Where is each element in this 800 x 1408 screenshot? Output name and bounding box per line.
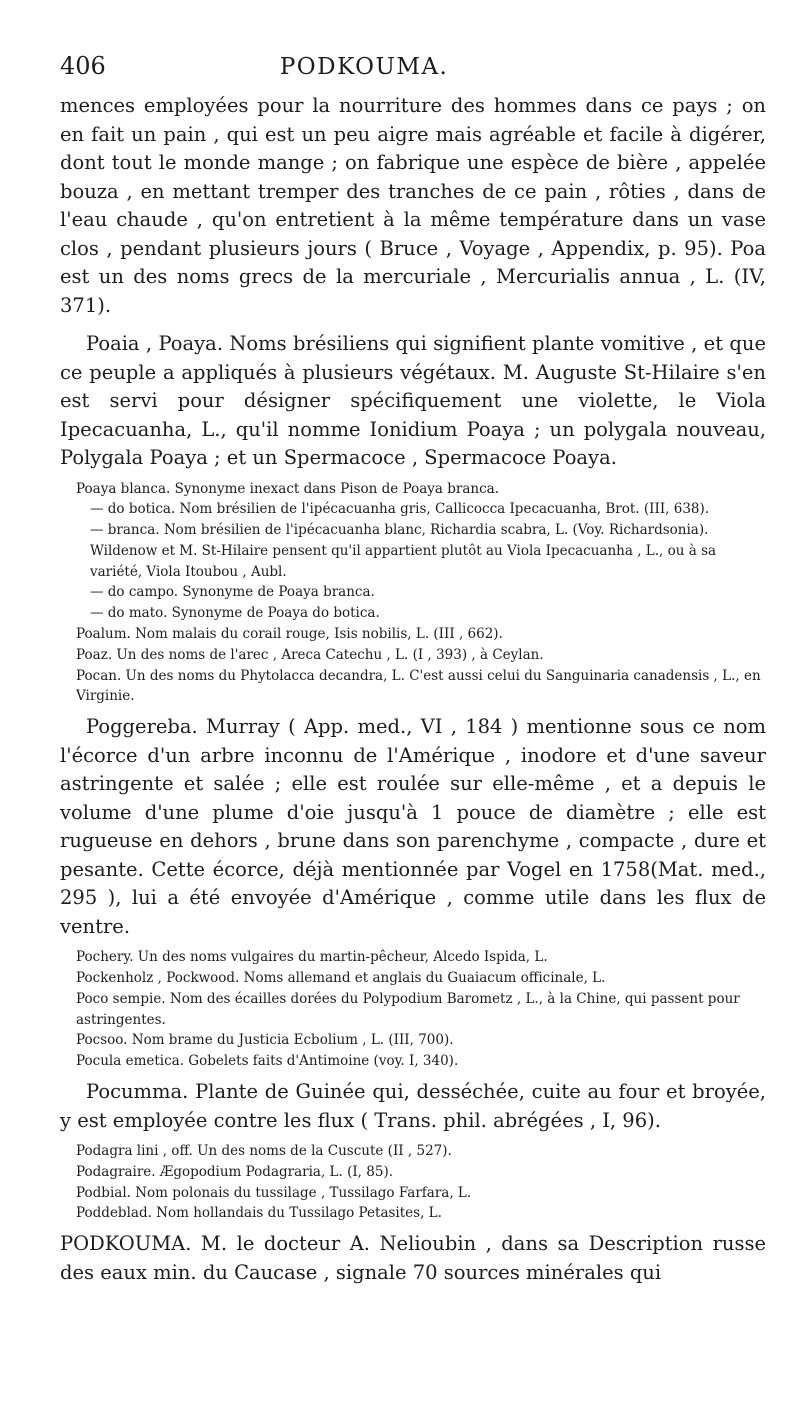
entry-poaya-do-mato: — do mato. Synonyme de Poaya do botica.	[90, 605, 380, 622]
entry-poalum: Poalum. Nom malais du corail rouge, Isis nobilis, L. (III , 662).	[76, 626, 503, 643]
entry-poaya-branca: — branca. Nom brésilien de l'ipécacuanha blanc, Richardia scabra, L. (Voy. Richardsonia). Wildenow et M. St-Hilaire pensent qu'il appartient plutôt au Viola Ipecacuanha , L., ou à sa variété, Viola Itoubou , Aubl.	[90, 522, 717, 580]
paragraph-continuation: mences employées pour la nourriture des hommes dans ce pays ; on en fait un pain , qui est un peu aigre mais agréable et facile à digérer, dont tout le monde mange ; on fabrique une espèce de bière , appelée bouza , en mettant tremper des tranches de ce pain , rôties , dans de l'eau chaude , qu'on entretient à la même température dans un vase clos , pendant plusieurs jours ( Bruce , Voyage , Appendix, p. 95). Poa est un des noms grecs de la mercuriale , Mercurialis annua , L. (IV, 371).	[60, 94, 766, 317]
entry-podagraire: Podagraire. Ægopodium Podagraria, L. (I, 85).	[76, 1163, 394, 1180]
page-number: 406	[60, 52, 106, 80]
running-head	[60, 52, 766, 86]
entry-pocula-emetica: Pocula emetica. Gobelets faits d'Antimoine (voy. I, 340).	[76, 1053, 459, 1070]
entry-podbial: Podbial. Nom polonais du tussilage , Tussilago Farfara, L.	[76, 1184, 472, 1201]
paragraph-poggereba: Poggereba. Murray ( App. med., VI , 184 ) mentionne sous ce nom l'écorce d'un arbre inconnu de l'Amérique , inodore et d'une saveur astringente et salée ; elle est roulée sur elle-même , et a depuis le volume d'une plume d'oie jusqu'à 1 pouce de diamètre ; elle est rugueuse en dehors , brune dans son parenchyme , compacte , dure et pesante. Cette écorce, déjà mentionnée par Vogel en 1758(Mat. med., 295 ), lui a été envoyée d'Amérique , comme utile dans les flux de ventre.	[60, 715, 766, 938]
entry-pockenholz: Pockenholz , Pockwood. Noms allemand et anglais du Guaiacum officinale, L.	[76, 970, 606, 987]
entry-pocsoo: Pocsoo. Nom brame du Justicia Ecbolium , L. (III, 700).	[76, 1032, 454, 1049]
running-title: PODKOUMA.	[279, 54, 449, 80]
entry-poaz: Poaz. Un des noms de l'arec , Areca Catechu , L. (I , 393) , à Ceylan.	[76, 646, 544, 663]
entry-pocan: Pocan. Un des noms du Phytolacca decandra, L. C'est aussi celui du Sanguinaria canadensis , L., en Virginie.	[76, 667, 761, 705]
entry-poaya-do-campo: — do campo. Synonyme de Poaya branca.	[90, 584, 375, 601]
entry-poco-sempie: Poco sempie. Nom des écailles dorées du Polypodium Barometz , L., à la Chine, qui passent pour astringentes.	[76, 990, 740, 1028]
paragraph-podkouma: PODKOUMA. M. le docteur A. Nelioubin , dans sa Description russe des eaux min. du Caucase , signale 70 sources minérales qui	[60, 1232, 766, 1284]
entry-poaya-blanca: Poaya blanca. Synonyme inexact dans Pison de Poaya branca.	[76, 480, 500, 497]
paragraph-poaia: Poaia , Poaya. Noms brésiliens qui signifient plante vomitive , et que ce peuple a appliqués à plusieurs végétaux. M. Auguste St-Hilaire s'en est servi pour désigner spécifiquement une violette, le Viola Ipecacuanha, L., qu'il nomme Ionidium Poaya ; un polygala nouveau, Polygala Poaya ; et un Spermacoce , Spermacoce Poaya.	[60, 332, 766, 469]
entry-pochery: Pochery. Un des noms vulgaires du martin-pêcheur, Alcedo Ispida, L.	[76, 949, 548, 966]
entry-podagra-lini: Podagra lini , off. Un des noms de la Cuscute (II , 527).	[76, 1143, 452, 1160]
entry-poaya-do-botica: — do botica. Nom brésilien de l'ipécacuanha gris, Callicocca Ipecacuanha, Brot. (III, 638).	[90, 501, 710, 518]
entry-poddeblad: Poddeblad. Nom hollandais du Tussilago Petasites, L.	[76, 1205, 442, 1222]
paragraph-pocumma: Pocumma. Plante de Guinée qui, desséchée, cuite au four et broyée, y est employée contre les flux ( Trans. phil. abrégées , I, 96).	[60, 1080, 766, 1132]
